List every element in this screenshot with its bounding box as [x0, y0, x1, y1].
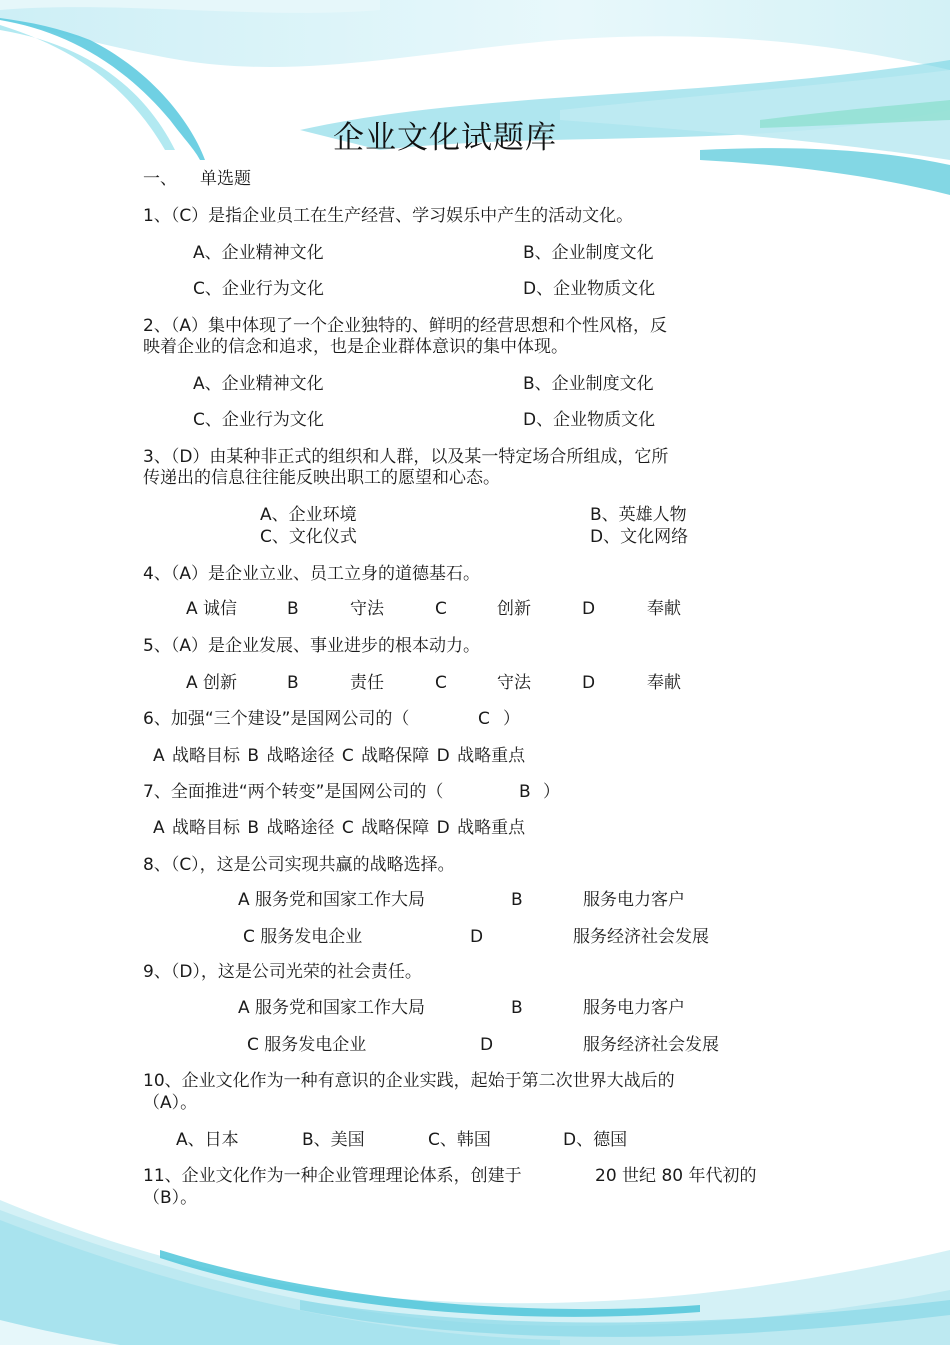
q6-close-paren: ） — [503, 709, 520, 729]
q4-option-d-text: 奉献 — [647, 599, 681, 619]
question-2-line-1: 2、（A）集中体现了一个企业独特的、鲜明的经营思想和个性风格，反 — [143, 316, 667, 336]
q2-option-d: D、企业物质文化 — [523, 410, 656, 430]
q2-option-b: B、企业制度文化 — [523, 374, 654, 394]
q4-option-b-text: 守法 — [350, 599, 384, 619]
q4-option-c-text: 创新 — [497, 599, 531, 619]
q4-option-a: A 诚信 — [186, 599, 238, 619]
q5-option-a: A 创新 — [186, 673, 238, 693]
section-heading: 单选题 — [200, 169, 251, 189]
q8-option-b-text: 服务电力客户 — [583, 890, 685, 910]
q1-option-b: B、企业制度文化 — [523, 243, 654, 263]
q6-options: A 战略目标 B 战略途径 C 战略保障 D 战略重点 — [153, 746, 526, 766]
question-11-line-1-tail: 20 世纪 80 年代初的 — [595, 1166, 757, 1186]
question-7: 7、全面推进“两个转变”是国网公司的（ — [143, 782, 444, 802]
question-11-line-1: 11、企业文化作为一种企业管理理论体系，创建于 — [143, 1166, 522, 1186]
question-3-line-2: 传递出的信息往往能反映出职工的愿望和心态。 — [143, 468, 500, 488]
section-number: 一、 — [143, 169, 177, 189]
q5-option-d-text: 奉献 — [647, 673, 681, 693]
q7-options: A 战略目标 B 战略途径 C 战略保障 D 战略重点 — [153, 818, 526, 838]
question-9: 9、（D），这是公司光荣的社会责任。 — [143, 962, 422, 982]
question-6: 6、加强“三个建设”是国网公司的（ — [143, 709, 410, 729]
q4-option-c-letter: C — [435, 599, 447, 619]
q3-option-b: B、英雄人物 — [590, 505, 687, 525]
q9-option-b-text: 服务电力客户 — [583, 998, 685, 1018]
q1-option-a: A、企业精神文化 — [193, 243, 324, 263]
question-3-line-1: 3、（D）由某种非正式的组织和人群，以及某一特定场合所组成，它所 — [143, 447, 669, 467]
q10-option-b: B、美国 — [302, 1130, 365, 1150]
q1-option-c: C、企业行为文化 — [193, 279, 324, 299]
q2-option-a: A、企业精神文化 — [193, 374, 324, 394]
q8-option-a: A 服务党和国家工作大局 — [238, 890, 426, 910]
q5-option-d-letter: D — [582, 673, 596, 693]
q2-option-c: C、企业行为文化 — [193, 410, 324, 430]
q5-option-c-text: 守法 — [497, 673, 531, 693]
q7-answer: B — [519, 782, 531, 802]
question-2-line-2: 映着企业的信念和追求，也是企业群体意识的集中体现。 — [143, 337, 568, 357]
q9-option-c: C 服务发电企业 — [247, 1035, 367, 1055]
q3-option-a: A、企业环境 — [260, 505, 357, 525]
q3-option-c: C、文化仪式 — [260, 527, 357, 547]
q9-option-a: A 服务党和国家工作大局 — [238, 998, 426, 1018]
q9-option-d-letter: D — [480, 1035, 494, 1055]
q8-option-d-letter: D — [470, 927, 484, 947]
q4-option-b-letter: B — [287, 599, 299, 619]
question-10-line-1: 10、企业文化作为一种有意识的企业实践，起始于第二次世界大战后的 — [143, 1071, 675, 1091]
q3-option-d: D、文化网络 — [590, 527, 689, 547]
question-1: 1、（C）是指企业员工在生产经营、学习娱乐中产生的活动文化。 — [143, 206, 634, 226]
question-5: 5、（A）是企业发展、事业进步的根本动力。 — [143, 636, 480, 656]
question-11-line-2: （B）。 — [143, 1188, 198, 1208]
q10-option-d: D、德国 — [563, 1130, 628, 1150]
q9-option-b-letter: B — [511, 998, 523, 1018]
question-8: 8、（C），这是公司实现共赢的战略选择。 — [143, 855, 455, 875]
question-4: 4、（A）是企业立业、员工立身的道德基石。 — [143, 564, 480, 584]
q4-option-d-letter: D — [582, 599, 596, 619]
q10-option-c: C、韩国 — [428, 1130, 491, 1150]
q5-option-b-text: 责任 — [350, 673, 384, 693]
q8-option-d-text: 服务经济社会发展 — [573, 927, 709, 947]
q8-option-c: C 服务发电企业 — [243, 927, 363, 947]
q8-option-b-letter: B — [511, 890, 523, 910]
q5-option-c-letter: C — [435, 673, 447, 693]
q10-option-a: A、日本 — [176, 1130, 239, 1150]
q5-option-b-letter: B — [287, 673, 299, 693]
q6-answer: C — [478, 709, 490, 729]
q9-option-d-text: 服务经济社会发展 — [583, 1035, 719, 1055]
question-10-line-2: （A）。 — [143, 1093, 198, 1113]
page-title: 企业文化试题库 — [333, 120, 557, 156]
q7-close-paren: ） — [543, 782, 560, 802]
q1-option-d: D、企业物质文化 — [523, 279, 656, 299]
